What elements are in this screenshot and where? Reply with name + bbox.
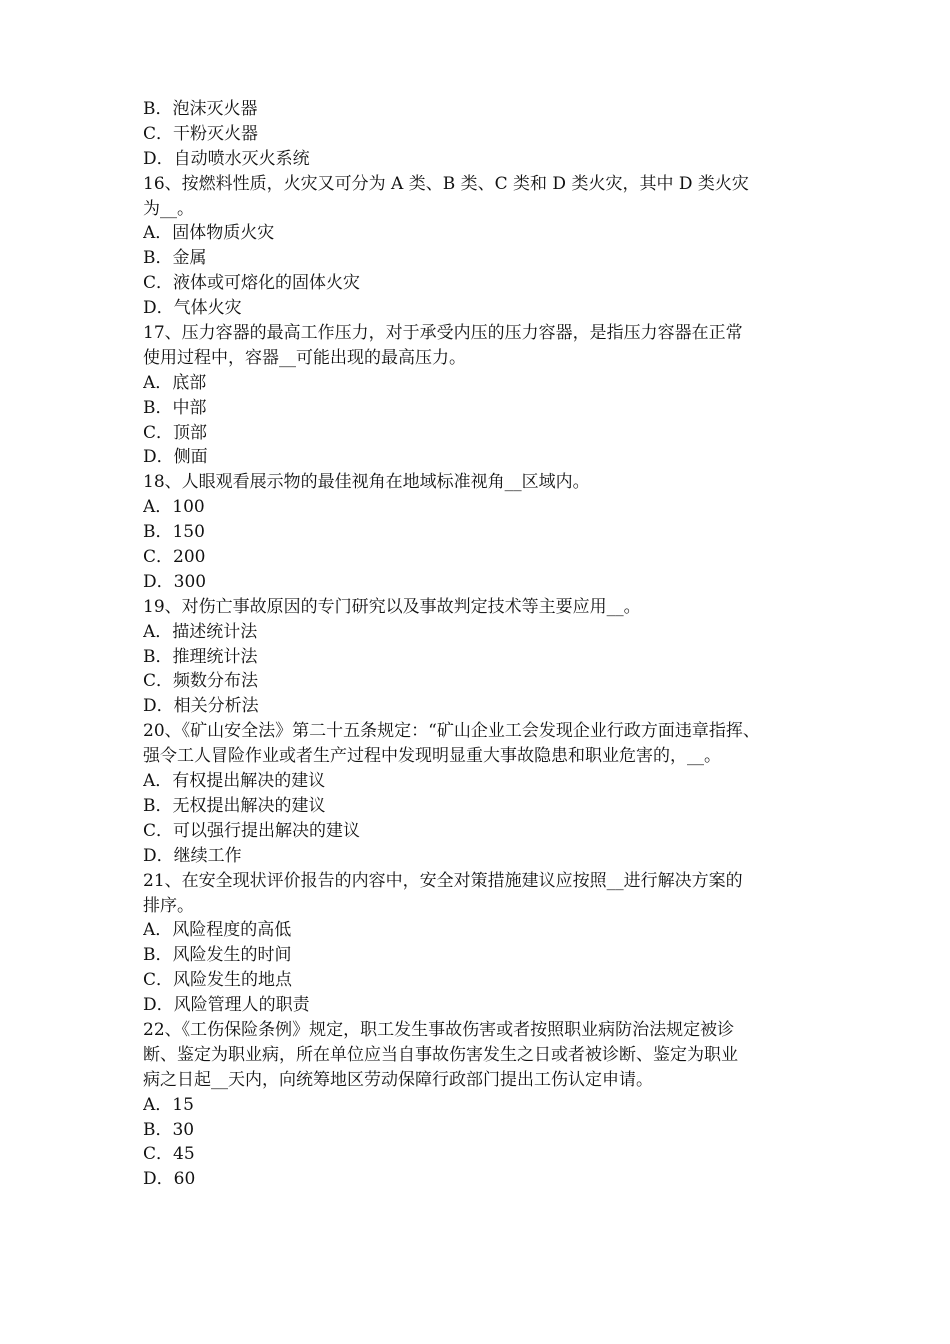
text-line: B．泡沫灭火器 <box>143 99 258 119</box>
text-line: C．200 <box>143 547 206 568</box>
text-line: C．液体或可熔化的固体火灾 <box>143 273 361 294</box>
text-line: D．300 <box>143 571 207 592</box>
text-line: C．风险发生的地点 <box>143 970 293 991</box>
text-line: D．自动喷水灭火系统 <box>143 148 310 169</box>
text-line: 使用过程中，容器__可能出现的最高压力。 <box>143 347 466 368</box>
text-line: 断、鉴定为职业病，所在单位应当自事故伤害发生之日或者被诊断、鉴定为职业 <box>143 1044 738 1065</box>
document-page <box>143 97 811 1192</box>
text-line: 为__。 <box>143 198 194 219</box>
text-line: D．60 <box>143 1169 196 1190</box>
text-line: A．15 <box>143 1094 194 1115</box>
text-line: C．顶部 <box>143 422 208 443</box>
text-line: A．100 <box>143 497 205 518</box>
text-line: C．干粉灭火器 <box>143 123 259 144</box>
question-18: 18、人眼观看展示物的最佳视角在地域标准视角__区域内。 <box>143 472 590 493</box>
question-16: 16、按燃料性质，火灾又可分为 A 类、B 类、C 类和 D 类火灾，其中 D 类火灾 <box>143 173 749 194</box>
text-line: A．有权提出解决的建议 <box>143 771 326 792</box>
text-line: D．继续工作 <box>143 845 242 866</box>
text-line: B．推理统计法 <box>143 646 258 667</box>
text-line: D．风险管理人的职责 <box>143 995 310 1016</box>
question-19: 19、对伤亡事故原因的专门研究以及事故判定技术等主要应用__。 <box>143 596 641 617</box>
text-line: A．底部 <box>143 372 207 393</box>
text-line: D．相关分析法 <box>143 696 259 717</box>
text-line: B．无权提出解决的建议 <box>143 795 326 816</box>
text-line: D．气体火灾 <box>143 298 242 319</box>
question-21: 21、在安全现状评价报告的内容中，安全对策措施建议应按照__进行解决方案的 <box>143 870 743 891</box>
text-line: A．固体物质火灾 <box>143 223 275 244</box>
text-line: 排序。 <box>143 895 194 916</box>
text-line: B．风险发生的时间 <box>143 945 292 966</box>
question-20: 20、《矿山安全法》第二十五条规定：“矿山企业工会发现企业行政方面违章指挥、 <box>143 721 760 742</box>
question-17: 17、压力容器的最高工作压力，对于承受内压的压力容器，是指压力容器在正常 <box>143 323 743 344</box>
text-line: C．可以强行提出解决的建议 <box>143 820 361 841</box>
text-line: B．30 <box>143 1119 195 1140</box>
text-line: B．金属 <box>143 248 207 269</box>
text-line: B．150 <box>143 522 205 543</box>
text-line: A．风险程度的高低 <box>143 920 292 941</box>
text-line: D．侧面 <box>143 447 208 468</box>
question-22: 22、《工伤保险条例》规定，职工发生事故伤害或者按照职业病防治法规定被诊 <box>143 1019 735 1040</box>
text-line: 强令工人冒险作业或者生产过程中发现明显重大事故隐患和职业危害的，__。 <box>143 746 721 767</box>
text-line: A．描述统计法 <box>143 621 258 642</box>
text-line: 病之日起__天内，向统筹地区劳动保障行政部门提出工伤认定申请。 <box>143 1069 653 1090</box>
text-line: C．频数分布法 <box>143 671 259 692</box>
text-line: C．45 <box>143 1144 195 1165</box>
text-line: B．中部 <box>143 397 207 418</box>
